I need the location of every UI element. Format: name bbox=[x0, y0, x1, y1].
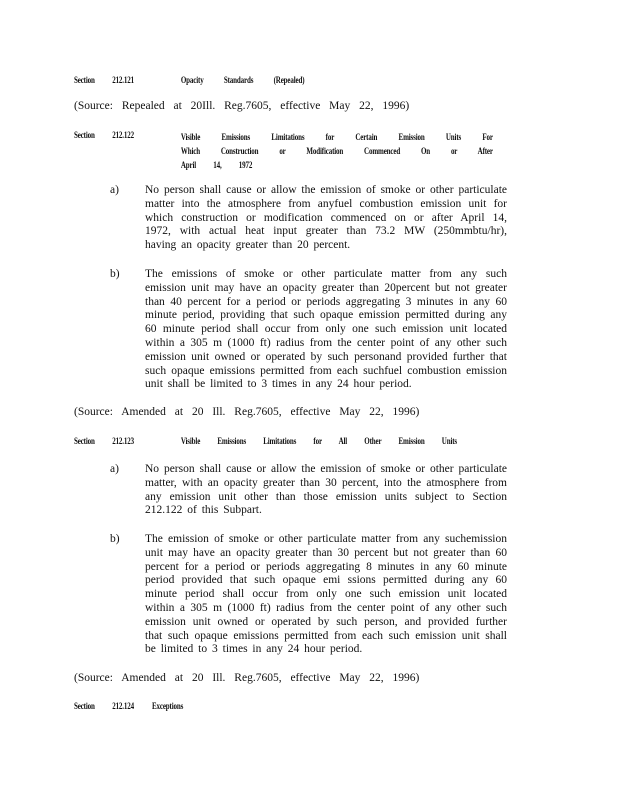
section-number: 212.124 bbox=[112, 701, 134, 711]
item-marker: a) bbox=[110, 184, 119, 196]
section-label: Section bbox=[74, 436, 95, 446]
item-marker: b) bbox=[110, 268, 120, 280]
section-label: Section bbox=[74, 130, 95, 140]
list-item-212-122-a bbox=[110, 184, 510, 256]
section-label: Section bbox=[74, 701, 95, 711]
section-number: 212.123 bbox=[112, 436, 134, 446]
section-number: 212.122 bbox=[112, 130, 134, 140]
section-title: Opacity Standards (Repealed) bbox=[180, 75, 305, 85]
section-title: Exceptions bbox=[152, 701, 184, 711]
source-note-212-123: (Source: Amended at 20 Ill. Reg.7605, effective May 22, 1996) bbox=[74, 672, 420, 684]
list-item-212-123-b bbox=[110, 533, 510, 659]
section-label: Section bbox=[74, 75, 95, 85]
source-note-212-122: (Source: Amended at 20 Ill. Reg.7605, effective May 22, 1996) bbox=[74, 406, 420, 418]
item-text: The emissions of smoke or other particulate matter from any such emission unit may have an opacity greater than 20percent but not greater than 40 percent for a period or periods aggregating 3 minutes in any 60 minute period, providing that such opaque emission permitted during any 60 minute period shall occur from only one such emission unit located within a 305 m (1000 ft) radius from the center point of any other such emission unit owned or operated by such personand provided further that such opaque emissions permitted from each suchfuel combustion emission unit shall be limited to 3 times in any 24 hour period. bbox=[145, 268, 507, 391]
section-title: Visible Emissions Limitations for Certain Emission Units For Which Construction or Modification Commenced On or After April 14, 1972 bbox=[180, 132, 493, 170]
item-marker: a) bbox=[110, 463, 119, 475]
item-marker: b) bbox=[110, 533, 120, 545]
item-text: No person shall cause or allow the emission of smoke or other particulate matter into the atmosphere from anyfuel combustion emission unit for which construction or modification commenced on or after April 14, 1972, with actual heat input greater than 73.2 MW (250mmbtu/hr), having an opacity greater than 20 percent. bbox=[145, 184, 507, 252]
list-item-212-123-a bbox=[110, 463, 510, 523]
section-title: Visible Emissions Limitations for All Other Emission Units bbox=[180, 436, 457, 446]
section-number: 212.121 bbox=[112, 75, 134, 85]
item-text: The emission of smoke or other particulate matter from any suchemission unit may have an opacity greater than 30 percent but not greater than 60 percent for a period or periods aggregating 8 minutes in any 60 minute period provided that such opaque emi ssions permitted during any 60 minute period shall occur from only one such emission unit located within a 305 m (1000 ft) radius from the center point of any other such emission unit owned or operated by such person, and provided further that such opaque emissions permitted from each such emission unit shall be limited to 3 times in any 24 hour period. bbox=[145, 533, 507, 656]
item-text: No person shall cause or allow the emission of smoke or other particulate matter, with an opacity greater than 30 percent, into the atmosphere from any emission unit other than those emission units subject to Section 212.122 of this Subpart. bbox=[145, 463, 507, 517]
list-item-212-122-b bbox=[110, 268, 510, 394]
source-note-212-121: (Source: Repealed at 20Ill. Reg.7605, effective May 22, 1996) bbox=[74, 100, 410, 112]
